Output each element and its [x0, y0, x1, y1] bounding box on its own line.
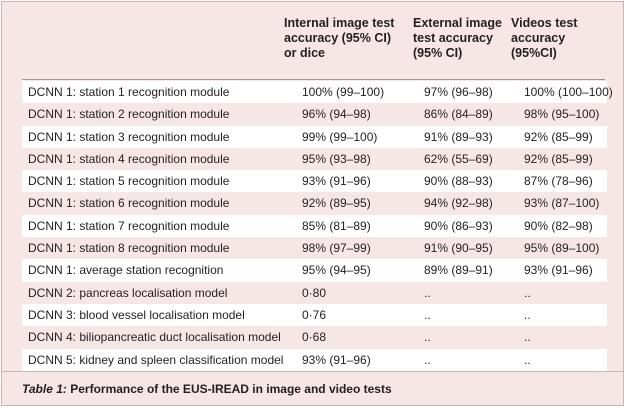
row-label: DCNN 5: kidney and spleen classification model — [28, 352, 284, 367]
header-videos-accuracy: Videos test accuracy (95%CI) — [511, 16, 578, 60]
cell-internal: 95% (94–95) — [302, 263, 371, 278]
caption-label: Table 1: — [22, 382, 67, 396]
cell-videos: 98% (95–100) — [524, 107, 600, 122]
cell-videos: 87% (78–96) — [524, 174, 593, 189]
cell-external: .. — [424, 352, 431, 367]
table-row — [22, 326, 607, 348]
cell-internal: 0·76 — [302, 307, 327, 322]
cell-internal: 96% (94–98) — [302, 107, 371, 122]
header-external-accuracy: External image test accuracy (95% CI) — [413, 16, 502, 60]
row-label: DCNN 1: average station recognition — [28, 263, 224, 278]
cell-videos: .. — [524, 330, 531, 345]
table-row — [22, 148, 607, 170]
cell-internal: 0·68 — [302, 330, 327, 345]
row-label: DCNN 1: station 5 recognition module — [28, 174, 230, 189]
table-header — [2, 2, 623, 79]
table-row — [22, 126, 607, 148]
row-label: DCNN 1: station 3 recognition module — [28, 129, 230, 144]
row-label: DCNN 1: station 6 recognition module — [28, 196, 230, 211]
row-label: DCNN 1: station 2 recognition module — [28, 107, 230, 122]
cell-external: .. — [424, 285, 431, 300]
cell-videos: 90% (82–98) — [524, 218, 593, 233]
cell-videos: 92% (85–99) — [524, 129, 593, 144]
cell-videos: 100% (100–100) — [524, 85, 613, 99]
table-row — [22, 192, 607, 214]
row-label: DCNN 3: blood vessel localisation model — [28, 307, 245, 322]
table-row — [22, 259, 607, 281]
cell-videos: .. — [524, 307, 531, 322]
table-row — [22, 215, 607, 237]
cell-external: 91% (89–93) — [424, 129, 493, 144]
cell-external: 90% (86–93) — [424, 218, 493, 233]
row-label: DCNN 1: station 7 recognition module — [28, 218, 230, 233]
cell-external: 94% (92–98) — [424, 196, 493, 211]
table-row — [22, 282, 607, 304]
header-internal-accuracy: Internal image test accuracy (95% CI) or dice — [284, 16, 395, 60]
cell-videos: 93% (87–100) — [524, 196, 600, 211]
cell-internal: 100% (99–100) — [302, 85, 385, 99]
table-row — [22, 304, 607, 326]
cell-internal: 93% (91–96) — [302, 352, 371, 367]
table-row — [22, 170, 607, 192]
cell-videos: 93% (91–96) — [524, 263, 593, 278]
cell-internal: 0·80 — [302, 285, 327, 300]
cell-videos: .. — [524, 285, 531, 300]
cell-external: 86% (84–89) — [424, 107, 493, 122]
cell-internal: 92% (89–95) — [302, 196, 371, 211]
cell-external: 89% (89–91) — [424, 263, 493, 278]
cell-videos: 95% (89–100) — [524, 241, 600, 256]
row-label: DCNN 1: station 8 recognition module — [28, 241, 230, 256]
cell-internal: 93% (91–96) — [302, 174, 371, 189]
table-row — [22, 237, 607, 259]
cell-external: 91% (90–95) — [424, 241, 493, 256]
cell-internal: 85% (81–89) — [302, 218, 371, 233]
table-figure — [1, 1, 624, 406]
table-row — [22, 81, 613, 103]
row-label: DCNN 2: pancreas localisation model — [28, 285, 228, 300]
row-label: DCNN 1: station 1 recognition module — [28, 85, 230, 99]
cell-internal: 99% (99–100) — [302, 129, 378, 144]
table-body — [22, 81, 613, 371]
row-label: DCNN 1: station 4 recognition module — [28, 151, 230, 166]
cell-external: .. — [424, 307, 431, 322]
cell-external: 90% (88–93) — [424, 174, 493, 189]
table-caption — [2, 371, 623, 406]
table-row — [22, 349, 607, 371]
cell-internal: 95% (93–98) — [302, 151, 371, 166]
caption-text: Performance of the EUS-IREAD in image and video tests — [66, 382, 392, 396]
cell-external: 62% (55–69) — [424, 151, 493, 166]
cell-external: 97% (96–98) — [424, 85, 493, 99]
cell-videos: .. — [524, 352, 531, 367]
cell-internal: 98% (97–99) — [302, 241, 371, 256]
cell-videos: 92% (85–99) — [524, 151, 593, 166]
cell-external: .. — [424, 330, 431, 345]
table-row — [22, 103, 607, 125]
row-label: DCNN 4: biliopancreatic duct localisation model — [28, 330, 281, 345]
header-divider — [22, 79, 605, 80]
